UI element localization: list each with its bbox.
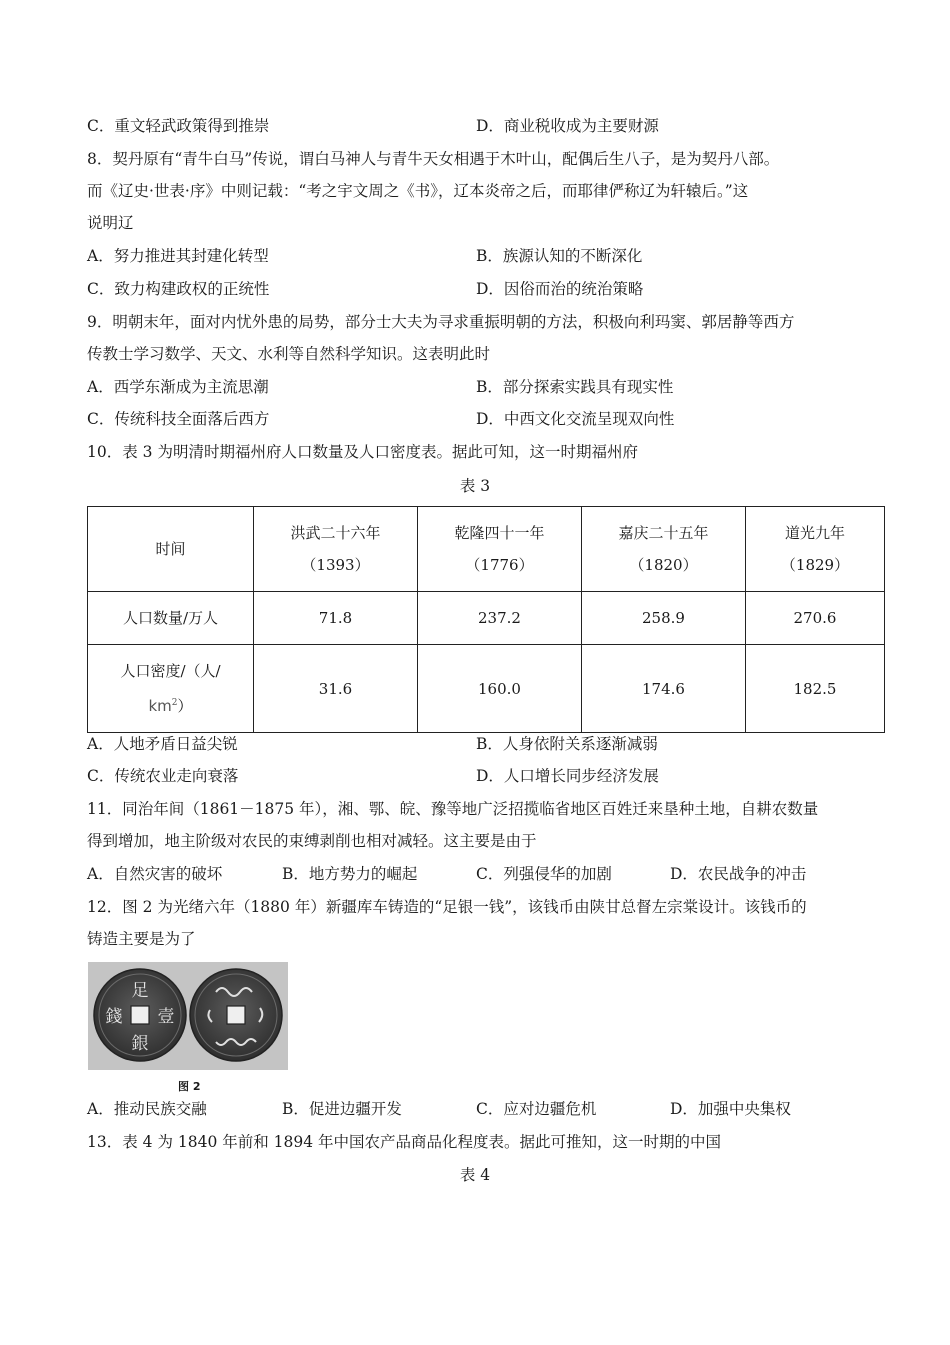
- row-label-line1: 人口密度/（人/: [120, 662, 221, 680]
- q9-stem-line2: 传教士学习数学、天文、水利等自然科学知识。这表明此时: [87, 345, 491, 363]
- q12-stem-line1: 12．图 2 为光绪六年（1880 年）新疆库车铸造的“足银一钱”，该钱币由陕甘总督左宗棠设计。该钱币的: [87, 898, 807, 916]
- q8-option-c: C．致力构建政权的正统性: [87, 280, 270, 298]
- header-cell: [418, 507, 582, 592]
- q10-option-c: C．传统农业走向衰落: [87, 767, 239, 785]
- header-era: 嘉庆二十五年: [618, 524, 709, 542]
- q9-option-c: C．传统科技全面落后西方: [87, 410, 270, 428]
- header-label: 时间: [155, 540, 186, 558]
- header-cell: [254, 507, 418, 592]
- coin-illustration: [88, 962, 288, 1070]
- coin-char-top: 足: [131, 981, 149, 1001]
- square-hole: [131, 1006, 149, 1024]
- q7-option-c: C．重文轻武政策得到推崇: [87, 117, 270, 135]
- q8-stem-line2: 而《辽史·世表·序》中则记载：“考之宇文周之《书》，辽本炎帝之后，而耶律俨称辽为轩辕后。”这: [87, 182, 749, 200]
- table-cell: 270.6: [746, 592, 885, 645]
- unit-exponent: 2: [171, 698, 178, 708]
- q9-option-a: A．西学东渐成为主流思潮: [87, 378, 269, 396]
- q9-stem-line1: 9．明朝末年，面对内忧外患的局势，部分士大夫为寻求重振明朝的方法，积极向利玛窦、郭居静等西方: [87, 313, 795, 331]
- q12-option-c: C．应对边疆危机: [476, 1100, 597, 1118]
- header-year: （1820）: [629, 556, 698, 574]
- square-hole: [227, 1006, 245, 1024]
- q10-option-b: B．人身依附关系逐渐减弱: [476, 735, 658, 753]
- q11-option-b: B．地方势力的崛起: [282, 865, 418, 883]
- q11-stem-line1: 11．同治年间（1861－1875 年），湘、鄂、皖、豫等地广泛招揽临省地区百姓迁来垦种土地，自耕农数量: [87, 800, 819, 818]
- q10-option-d: D．人口增长同步经济发展: [476, 767, 659, 785]
- q12-option-a: A．推动民族交融: [87, 1100, 207, 1118]
- table-cell: 31.6: [254, 645, 418, 733]
- row-label-line2: [88, 687, 253, 722]
- header-year: （1829）: [780, 556, 850, 574]
- header-era: 乾隆四十一年: [454, 524, 545, 542]
- row-label: [88, 645, 254, 733]
- table-cell: 71.8: [254, 592, 418, 645]
- q12-option-b: B．促进边疆开发: [282, 1100, 402, 1118]
- coin-char-right: 壹: [157, 1007, 175, 1027]
- q10-stem-line1: 10．表 3 为明清时期福州府人口数量及人口密度表。据此可知，这一时期福州府: [87, 443, 638, 461]
- q11-option-c: C．列强侵华的加剧: [476, 865, 612, 883]
- table-cell: 174.6: [582, 645, 746, 733]
- table-cell: 258.9: [582, 592, 746, 645]
- table-cell: 160.0: [418, 645, 582, 733]
- q8-stem-line1: 8．契丹原有“青牛白马”传说，谓白马神人与青牛天女相遇于木叶山，配偶后生八子，是为契丹八部。: [87, 150, 780, 168]
- unit-km: km: [148, 697, 172, 715]
- table-cell: 237.2: [418, 592, 582, 645]
- header-cell: [746, 507, 885, 592]
- coin-char-left: 錢: [105, 1007, 123, 1027]
- header-year: （1393）: [301, 556, 370, 574]
- table-header-row: [88, 507, 885, 592]
- table-row-population: [88, 592, 885, 645]
- row-label-paren: ）: [177, 697, 193, 715]
- q12-stem-line2: 铸造主要是为了: [87, 930, 196, 948]
- table3-caption: 表 3: [459, 477, 491, 495]
- q11-option-d: D．农民战争的冲击: [670, 865, 807, 883]
- q11-stem-line2: 得到增加，地主阶级对农民的束缚剥削也相对减轻。这主要是由于: [87, 832, 537, 850]
- q8-option-a: A．努力推进其封建化转型: [87, 247, 269, 265]
- figure-2-coin-photo: [88, 962, 288, 1070]
- figure-2-label: 图 2: [178, 1080, 201, 1093]
- header-era: 道光九年: [784, 524, 845, 542]
- q9-option-b: B．部分探索实践具有现实性: [476, 378, 674, 396]
- header-year: （1776）: [465, 556, 534, 574]
- table-cell: 182.5: [746, 645, 885, 733]
- q13-stem-line1: 13．表 4 为 1840 年前和 1894 年中国农产品商品化程度表。据此可推知，这一时期的中国: [87, 1133, 722, 1151]
- q8-option-d: D．因俗而治的统治策略: [476, 280, 644, 298]
- header-label-cell: [88, 507, 254, 592]
- header-cell: [582, 507, 746, 592]
- q7-option-d: D．商业税收成为主要财源: [476, 117, 659, 135]
- q8-stem-line3: 说明辽: [87, 214, 134, 232]
- header-era: 洪武二十六年: [290, 524, 381, 542]
- table-row-density: [88, 645, 885, 733]
- table-3: [87, 506, 885, 733]
- q9-option-d: D．中西文化交流呈现双向性: [476, 410, 675, 428]
- q12-option-d: D．加强中央集权: [670, 1100, 791, 1118]
- q11-option-a: A．自然灾害的破坏: [87, 865, 223, 883]
- q10-option-a: A．人地矛盾日益尖锐: [87, 735, 238, 753]
- q8-option-b: B．族源认知的不断深化: [476, 247, 643, 265]
- table4-caption: 表 4: [459, 1166, 491, 1184]
- coin-char-bottom: 銀: [131, 1034, 149, 1054]
- row-label: 人口数量/万人: [88, 592, 254, 645]
